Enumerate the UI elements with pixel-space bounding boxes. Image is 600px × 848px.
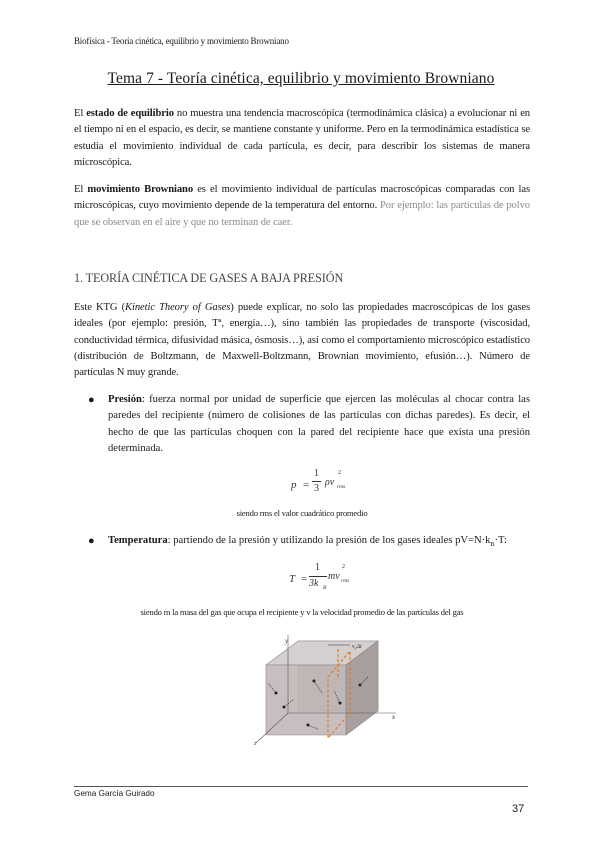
term-bold: Temperatura — [108, 535, 168, 546]
formula-term: ρv — [325, 477, 335, 488]
y-axis-label: y — [285, 637, 289, 645]
term-bold: movimiento Browniano — [87, 184, 194, 195]
formula-sub: rms — [341, 578, 350, 584]
formula-equals: = — [303, 479, 310, 491]
term-bold: Presión — [108, 394, 142, 405]
formula-numerator: 1 — [314, 468, 319, 479]
formula-den-sub: B — [323, 585, 327, 591]
text: El — [74, 184, 88, 195]
paragraph-ktg — [74, 300, 530, 381]
bullet-text — [108, 392, 530, 457]
page-title: Tema 7 - Teoría cinética, equilibrio y movimiento Browniano — [107, 70, 495, 87]
formula-numerator: 1 — [315, 562, 320, 573]
fraction-bar — [312, 481, 321, 482]
term-bold: estado de equilibrio — [86, 108, 174, 119]
formula-denominator: 3k — [309, 578, 319, 589]
formula-temperature — [0, 562, 600, 602]
caption-rms: siendo rms el valor cuadrático promedio — [236, 508, 368, 518]
formula-lhs: T — [289, 573, 296, 585]
formula-pressure — [0, 470, 600, 504]
bullet-pressure — [74, 392, 530, 457]
x-axis-label: x — [392, 713, 396, 721]
z-axis-label: z — [254, 741, 257, 747]
footer-divider — [74, 786, 528, 787]
box-front-face — [266, 665, 346, 735]
text: no muestra una tendencia macroscópica (termodinámica clásica) a evolucionar ni en el tiempo ni en el espacio, es decir, se mantiene constante y uniforme. Pero en la termodinámica estadística se estudia el movimiento individual de cada partícula, es decir, para describir los sistemas de manera microscópica. — [74, 108, 530, 168]
fraction-bar — [309, 576, 327, 577]
section-heading: 1. TEORÍA CINÉTICA DE GASES A BAJA PRESIÓN — [74, 271, 344, 285]
formula-sup: 2 — [338, 470, 341, 476]
dx-label — [352, 644, 362, 651]
gas-box-figure — [248, 633, 408, 748]
formula-sub: rms — [337, 484, 346, 490]
bullet-text — [108, 533, 530, 553]
text: Este KTG ( — [74, 302, 126, 313]
formula-denominator: 3 — [314, 483, 319, 494]
text: : partiendo de la presión y utilizando la presión de los gases ideales pV=N·k — [167, 535, 491, 546]
bullet-icon: ● — [88, 535, 95, 547]
dx-tail: Δt — [356, 644, 362, 650]
bullet-temperature — [74, 533, 530, 553]
footer-author: Gema García Guirado — [74, 789, 155, 798]
formula-lhs: p — [291, 479, 297, 491]
subscript: B — [490, 542, 495, 549]
formula-term: mv — [328, 571, 340, 582]
paragraph-brownian — [74, 182, 530, 231]
caption-mass-velocity: siendo m la masa del gas que ocupa el recipiente y v la velocidad promedio de las partículas del gas — [140, 607, 464, 617]
term-italic: Kinetic Theory of Gases — [125, 302, 231, 313]
formula-equals: = — [301, 573, 308, 585]
text: : fuerza normal por unidad de superficie que ejercen las moléculas al chocar contra las paredes del recipiente (número de colisiones de las partículas con dichas paredes). Es decir, el hecho de que las partículas choquen con la pared del recipiente hace que exista una presión determinada. — [108, 394, 530, 454]
example-text: Por ejemplo: las partículas de polvo que se observan en el aire y que no terminan de caer. — [74, 200, 530, 228]
formula-sup: 2 — [342, 564, 345, 570]
text: El — [74, 108, 87, 119]
text: ·T: — [494, 535, 507, 546]
dx-v: v — [352, 644, 355, 650]
text: ) puede explicar, no solo las propiedades macroscópicas de los gases ideales (por ejemplo: presión, Tª, energía…), sino también las propiedades de transporte (viscosidad, conductividad térmica, difusividad másica, ósmosis…), así como el comportamiento microscópico estadístico (distribución de Boltzmann, de Maxwell-Boltzmann, Brownian movimiento, efusión…). Número de partículas N muy grande. — [74, 302, 530, 379]
dx-sub: x — [354, 645, 357, 651]
running-header: Biofísica - Teoría cinética, equilibrio y movimiento Browniano — [74, 36, 289, 46]
bullet-icon: ● — [88, 394, 95, 406]
text: es el movimiento individual de partículas macroscópicas comparadas con las microscópicas, cuyo movimiento depende de la temperatura del entorno. — [74, 184, 530, 212]
paragraph-equilibrium — [74, 106, 530, 171]
page-number: 37 — [512, 803, 525, 815]
